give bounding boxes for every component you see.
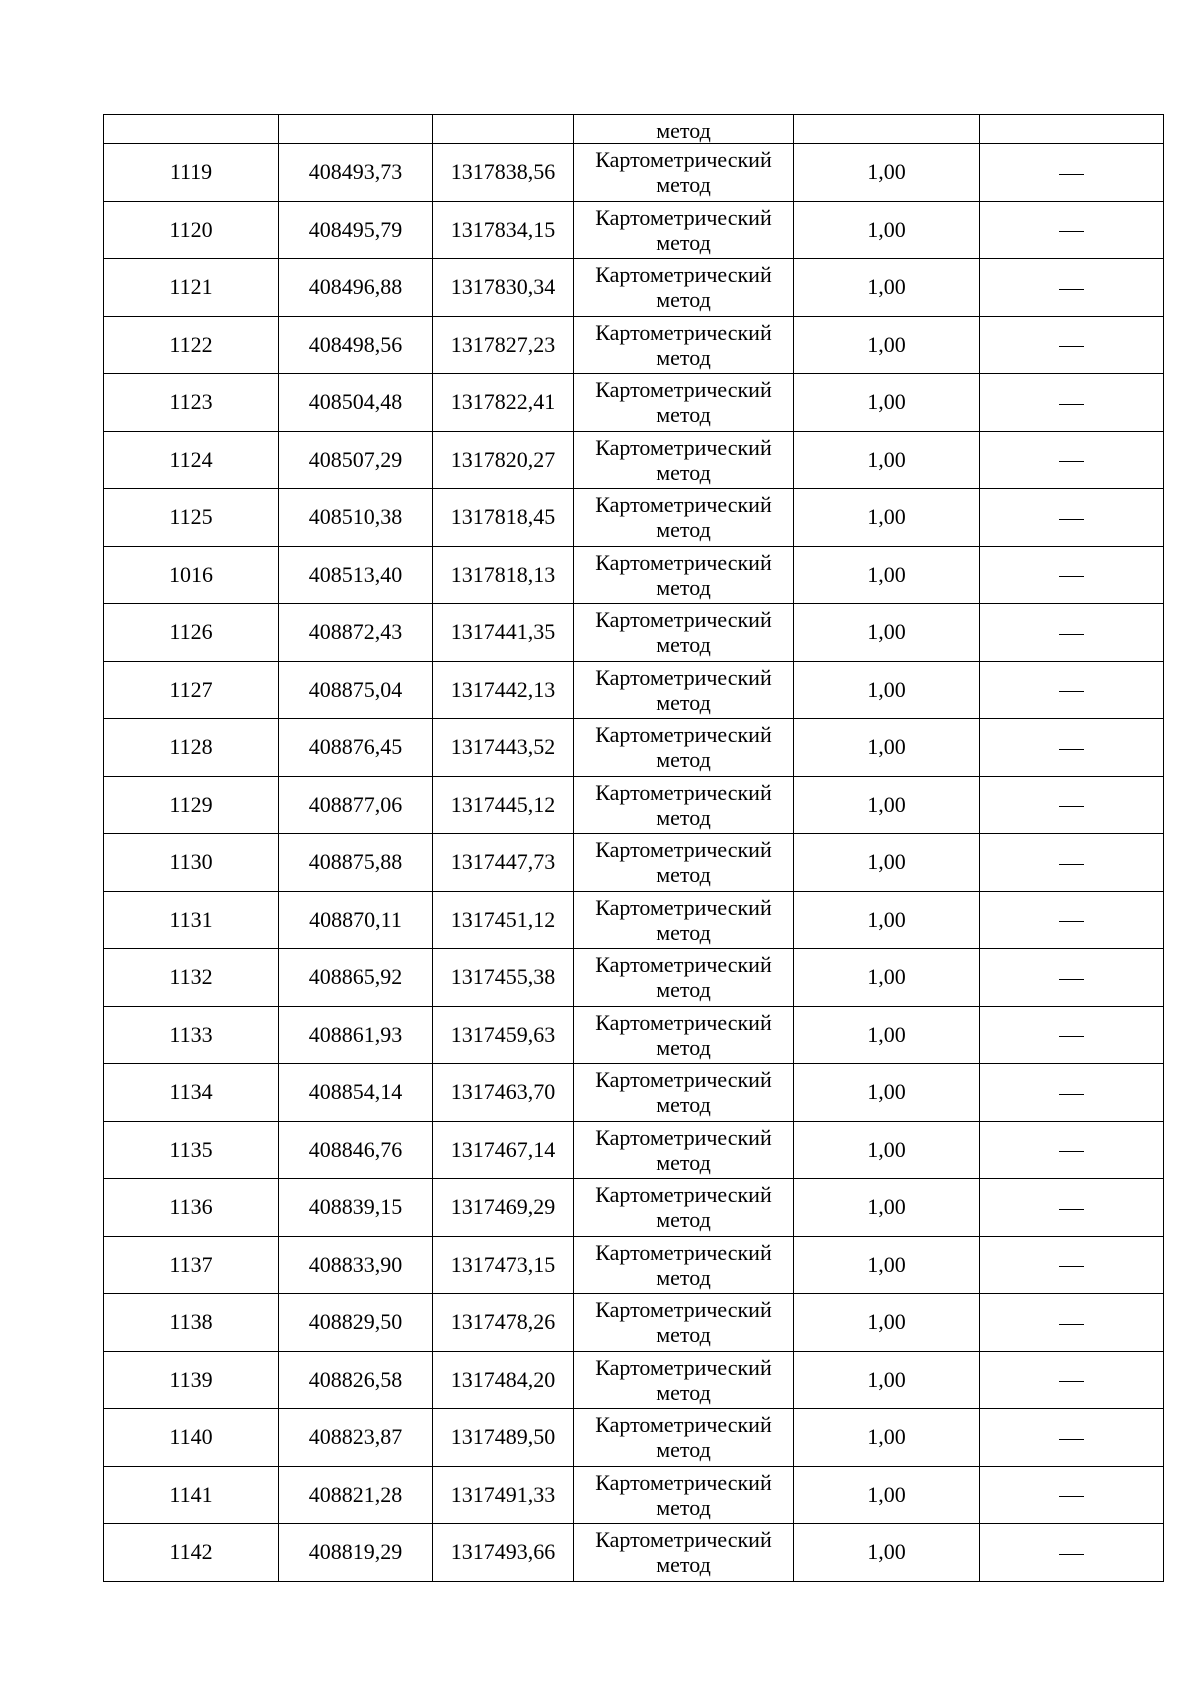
description-cell	[980, 891, 1164, 949]
method-cell	[574, 144, 794, 202]
method-cell	[574, 1006, 794, 1064]
y-coordinate-cell: 1317459,63	[433, 1006, 574, 1064]
point-id-cell: 1139	[104, 1351, 279, 1409]
x-coordinate-cell: 408829,50	[279, 1294, 433, 1352]
y-coordinate-cell: 1317473,15	[433, 1236, 574, 1294]
accuracy-cell: 1,00	[794, 604, 980, 662]
method-line-1: Картометрический	[595, 492, 772, 518]
point-id-cell: 1138	[104, 1294, 279, 1352]
x-coordinate-cell: 408504,48	[279, 374, 433, 432]
point-id-cell: 1016	[104, 546, 279, 604]
dash-icon	[1059, 806, 1084, 807]
y-coordinate-cell: 1317447,73	[433, 834, 574, 892]
method-line-2: метод	[656, 632, 711, 658]
dash-icon	[1059, 1266, 1084, 1267]
description-cell	[980, 834, 1164, 892]
x-coordinate-cell: 408877,06	[279, 776, 433, 834]
method-line-1: Картометрический	[595, 952, 772, 978]
accuracy-cell: 1,00	[794, 834, 980, 892]
table-row	[104, 1006, 1164, 1064]
table-row	[104, 374, 1164, 432]
x-coordinate-cell: 408513,40	[279, 546, 433, 604]
method-line-1: Картометрический	[595, 1354, 772, 1380]
x-coordinate-cell: 408876,45	[279, 719, 433, 777]
description-cell	[980, 1524, 1164, 1582]
accuracy-cell: 1,00	[794, 1294, 980, 1352]
y-coordinate-cell: 1317463,70	[433, 1064, 574, 1122]
method-line-1: Картометрический	[595, 1067, 772, 1093]
table-row	[104, 144, 1164, 202]
method-line-2: метод	[656, 1207, 711, 1233]
accuracy-cell: 1,00	[794, 891, 980, 949]
x-coordinate-cell: 408861,93	[279, 1006, 433, 1064]
y-coordinate-cell: 1317822,41	[433, 374, 574, 432]
accuracy-cell: 1,00	[794, 661, 980, 719]
x-coordinate-cell: 408875,04	[279, 661, 433, 719]
accuracy-cell: 1,00	[794, 1524, 980, 1582]
description-cell	[980, 201, 1164, 259]
method-line-2: метод	[656, 1494, 711, 1520]
description-cell	[980, 1294, 1164, 1352]
method-cell	[574, 776, 794, 834]
method-line-1: Картометрический	[595, 664, 772, 690]
y-coordinate-cell: 1317491,33	[433, 1466, 574, 1524]
method-line-2: метод	[656, 172, 711, 198]
method-line-2: метод	[656, 459, 711, 485]
x-coordinate-cell: 408498,56	[279, 316, 433, 374]
point-id-cell: 1128	[104, 719, 279, 777]
accuracy-cell: 1,00	[794, 1409, 980, 1467]
dash-icon	[1059, 289, 1084, 290]
method-line-1: Картометрический	[595, 607, 772, 633]
method-line-2: метод	[656, 1552, 711, 1578]
dash-icon	[1059, 1554, 1084, 1555]
table-row	[104, 1064, 1164, 1122]
x-coordinate-cell: 408870,11	[279, 891, 433, 949]
method-line-1: Картометрический	[595, 549, 772, 575]
method-line-2: метод	[656, 689, 711, 715]
dash-icon	[1059, 1094, 1084, 1095]
description-cell	[980, 1179, 1164, 1237]
method-cell	[574, 259, 794, 317]
table-row	[104, 891, 1164, 949]
method-cell	[574, 431, 794, 489]
dash-icon	[1059, 576, 1084, 577]
table-row	[104, 834, 1164, 892]
continuation-row	[104, 115, 1164, 144]
y-coordinate-cell: 1317451,12	[433, 891, 574, 949]
y-coordinate-cell: 1317830,34	[433, 259, 574, 317]
method-cell	[574, 1179, 794, 1237]
x-coordinate-cell: 408821,28	[279, 1466, 433, 1524]
accuracy-cell: 1,00	[794, 719, 980, 777]
method-line-2: метод	[656, 919, 711, 945]
table-row	[104, 719, 1164, 777]
method-line-1: Картометрический	[595, 377, 772, 403]
x-coordinate-cell: 408875,88	[279, 834, 433, 892]
table-row	[104, 316, 1164, 374]
method-line-2: метод	[656, 344, 711, 370]
dash-icon	[1059, 346, 1084, 347]
y-coordinate-cell: 1317455,38	[433, 949, 574, 1007]
table-row	[104, 661, 1164, 719]
x-coordinate-cell: 408833,90	[279, 1236, 433, 1294]
method-line-2: метод	[656, 1034, 711, 1060]
accuracy-cell: 1,00	[794, 1466, 980, 1524]
method-cell	[574, 604, 794, 662]
method-line-1: Картометрический	[595, 262, 772, 288]
accuracy-cell: 1,00	[794, 201, 980, 259]
x-coordinate-cell: 408865,92	[279, 949, 433, 1007]
x-coordinate-cell: 408819,29	[279, 1524, 433, 1582]
point-id-cell: 1119	[104, 144, 279, 202]
method-line-2: метод	[656, 229, 711, 255]
x-coordinate-cell: 408839,15	[279, 1179, 433, 1237]
method-cell	[574, 1294, 794, 1352]
description-cell	[980, 546, 1164, 604]
method-line-2: метод	[656, 1149, 711, 1175]
y-coordinate-cell: 1317467,14	[433, 1121, 574, 1179]
dash-icon	[1059, 174, 1084, 175]
method-cell	[574, 719, 794, 777]
point-id-cell: 1124	[104, 431, 279, 489]
method-cell	[574, 1466, 794, 1524]
accuracy-cell	[794, 115, 980, 144]
accuracy-cell: 1,00	[794, 144, 980, 202]
accuracy-cell: 1,00	[794, 489, 980, 547]
x-coordinate-cell: 408846,76	[279, 1121, 433, 1179]
method-cell	[574, 489, 794, 547]
method-line-1: Картометрический	[595, 147, 772, 173]
point-id-cell: 1122	[104, 316, 279, 374]
dash-icon	[1059, 231, 1084, 232]
table-row	[104, 1466, 1164, 1524]
method-line-2: метод	[656, 1437, 711, 1463]
point-id-cell: 1132	[104, 949, 279, 1007]
y-coordinate-cell: 1317445,12	[433, 776, 574, 834]
coordinates-table	[103, 114, 1164, 1582]
dash-icon	[1059, 921, 1084, 922]
accuracy-cell: 1,00	[794, 1236, 980, 1294]
point-id-cell: 1130	[104, 834, 279, 892]
method-cell	[574, 834, 794, 892]
y-coordinate-cell: 1317442,13	[433, 661, 574, 719]
point-id-cell: 1126	[104, 604, 279, 662]
method-line-1: Картометрический	[595, 1182, 772, 1208]
y-coordinate-cell: 1317820,27	[433, 431, 574, 489]
description-cell	[980, 1006, 1164, 1064]
point-id-cell: 1121	[104, 259, 279, 317]
point-id-cell: 1133	[104, 1006, 279, 1064]
accuracy-cell: 1,00	[794, 374, 980, 432]
dash-icon	[1059, 691, 1084, 692]
dash-icon	[1059, 864, 1084, 865]
method-line-1: Картометрический	[595, 779, 772, 805]
description-cell	[980, 115, 1164, 144]
method-line-1: Картометрический	[595, 1469, 772, 1495]
method-line-1: Картометрический	[595, 1297, 772, 1323]
method-cell	[574, 1121, 794, 1179]
table-row	[104, 949, 1164, 1007]
dash-icon	[1059, 1381, 1084, 1382]
method-cell	[574, 201, 794, 259]
table-row	[104, 431, 1164, 489]
y-coordinate-cell: 1317818,45	[433, 489, 574, 547]
description-cell	[980, 1064, 1164, 1122]
accuracy-cell: 1,00	[794, 431, 980, 489]
method-line-1: Картометрический	[595, 204, 772, 230]
accuracy-cell: 1,00	[794, 316, 980, 374]
method-line-2: метод	[656, 977, 711, 1003]
y-coordinate-cell: 1317443,52	[433, 719, 574, 777]
point-id-cell: 1140	[104, 1409, 279, 1467]
table-row	[104, 1351, 1164, 1409]
dash-icon	[1059, 1496, 1084, 1497]
description-cell	[980, 1409, 1164, 1467]
method-cell	[574, 316, 794, 374]
dash-icon	[1059, 1151, 1084, 1152]
y-coordinate-cell: 1317834,15	[433, 201, 574, 259]
description-cell	[980, 1351, 1164, 1409]
method-cell	[574, 661, 794, 719]
y-coordinate-cell: 1317489,50	[433, 1409, 574, 1467]
point-id-cell: 1142	[104, 1524, 279, 1582]
method-cell	[574, 1409, 794, 1467]
accuracy-cell: 1,00	[794, 259, 980, 317]
method-line-2: метод	[656, 1379, 711, 1405]
point-id-cell: 1134	[104, 1064, 279, 1122]
point-id-cell: 1131	[104, 891, 279, 949]
y-coordinate-cell: 1317818,13	[433, 546, 574, 604]
method-line-2: метод	[656, 804, 711, 830]
table-row	[104, 1121, 1164, 1179]
y-coordinate-cell	[433, 115, 574, 144]
accuracy-cell: 1,00	[794, 776, 980, 834]
dash-icon	[1059, 1324, 1084, 1325]
accuracy-cell: 1,00	[794, 1121, 980, 1179]
method-text: метод	[656, 118, 711, 143]
method-line-1: Картометрический	[595, 722, 772, 748]
method-line-1: Картометрический	[595, 319, 772, 345]
dash-icon	[1059, 979, 1084, 980]
method-line-1: Картометрический	[595, 837, 772, 863]
x-coordinate-cell: 408872,43	[279, 604, 433, 662]
table-row	[104, 1179, 1164, 1237]
accuracy-cell: 1,00	[794, 546, 980, 604]
description-cell	[980, 949, 1164, 1007]
method-cell	[574, 374, 794, 432]
y-coordinate-cell: 1317469,29	[433, 1179, 574, 1237]
table-row	[104, 1294, 1164, 1352]
accuracy-cell: 1,00	[794, 1006, 980, 1064]
method-line-2: метод	[656, 517, 711, 543]
description-cell	[980, 489, 1164, 547]
method-cell	[574, 546, 794, 604]
table-row	[104, 201, 1164, 259]
y-coordinate-cell: 1317478,26	[433, 1294, 574, 1352]
dash-icon	[1059, 519, 1084, 520]
method-cell	[574, 1236, 794, 1294]
x-coordinate-cell: 408493,73	[279, 144, 433, 202]
method-line-2: метод	[656, 747, 711, 773]
x-coordinate-cell	[279, 115, 433, 144]
method-cell	[574, 115, 794, 144]
point-id-cell: 1135	[104, 1121, 279, 1179]
point-id-cell: 1120	[104, 201, 279, 259]
dash-icon	[1059, 1439, 1084, 1440]
method-line-2: метод	[656, 1264, 711, 1290]
point-id-cell: 1125	[104, 489, 279, 547]
method-line-1: Картометрический	[595, 1009, 772, 1035]
y-coordinate-cell: 1317484,20	[433, 1351, 574, 1409]
table-row	[104, 1524, 1164, 1582]
y-coordinate-cell: 1317838,56	[433, 144, 574, 202]
method-cell	[574, 1524, 794, 1582]
method-line-1: Картометрический	[595, 1124, 772, 1150]
method-line-1: Картометрический	[595, 1527, 772, 1553]
table-body	[104, 115, 1164, 1582]
method-line-2: метод	[656, 574, 711, 600]
dash-icon	[1059, 749, 1084, 750]
description-cell	[980, 1236, 1164, 1294]
method-line-1: Картометрический	[595, 434, 772, 460]
method-cell	[574, 1351, 794, 1409]
description-cell	[980, 604, 1164, 662]
description-cell	[980, 431, 1164, 489]
method-line-1: Картометрический	[595, 1239, 772, 1265]
method-line-2: метод	[656, 1322, 711, 1348]
x-coordinate-cell: 408826,58	[279, 1351, 433, 1409]
method-cell	[574, 1064, 794, 1122]
dash-icon	[1059, 1209, 1084, 1210]
method-line-2: метод	[656, 287, 711, 313]
method-cell	[574, 891, 794, 949]
table-row	[104, 776, 1164, 834]
method-line-1: Картометрический	[595, 1412, 772, 1438]
x-coordinate-cell: 408507,29	[279, 431, 433, 489]
point-id-cell: 1123	[104, 374, 279, 432]
dash-icon	[1059, 634, 1084, 635]
method-line-2: метод	[656, 402, 711, 428]
point-id-cell: 1127	[104, 661, 279, 719]
method-line-2: метод	[656, 1092, 711, 1118]
description-cell	[980, 259, 1164, 317]
x-coordinate-cell: 408854,14	[279, 1064, 433, 1122]
accuracy-cell: 1,00	[794, 1351, 980, 1409]
table-row	[104, 1236, 1164, 1294]
table-row	[104, 259, 1164, 317]
description-cell	[980, 776, 1164, 834]
point-id-cell: 1136	[104, 1179, 279, 1237]
x-coordinate-cell: 408496,88	[279, 259, 433, 317]
description-cell	[980, 661, 1164, 719]
y-coordinate-cell: 1317441,35	[433, 604, 574, 662]
x-coordinate-cell: 408495,79	[279, 201, 433, 259]
point-id-cell: 1129	[104, 776, 279, 834]
point-id-cell: 1137	[104, 1236, 279, 1294]
accuracy-cell: 1,00	[794, 1179, 980, 1237]
method-line-1: Картометрический	[595, 894, 772, 920]
description-cell	[980, 316, 1164, 374]
x-coordinate-cell: 408510,38	[279, 489, 433, 547]
dash-icon	[1059, 461, 1084, 462]
y-coordinate-cell: 1317827,23	[433, 316, 574, 374]
table-row	[104, 604, 1164, 662]
accuracy-cell: 1,00	[794, 1064, 980, 1122]
point-id-cell: 1141	[104, 1466, 279, 1524]
description-cell	[980, 374, 1164, 432]
description-cell	[980, 144, 1164, 202]
dash-icon	[1059, 404, 1084, 405]
dash-icon	[1059, 1036, 1084, 1037]
description-cell	[980, 719, 1164, 777]
method-line-2: метод	[656, 862, 711, 888]
accuracy-cell: 1,00	[794, 949, 980, 1007]
table-row	[104, 489, 1164, 547]
table-row	[104, 546, 1164, 604]
description-cell	[980, 1466, 1164, 1524]
method-cell	[574, 949, 794, 1007]
y-coordinate-cell: 1317493,66	[433, 1524, 574, 1582]
table-row	[104, 1409, 1164, 1467]
x-coordinate-cell: 408823,87	[279, 1409, 433, 1467]
point-id-cell	[104, 115, 279, 144]
description-cell	[980, 1121, 1164, 1179]
